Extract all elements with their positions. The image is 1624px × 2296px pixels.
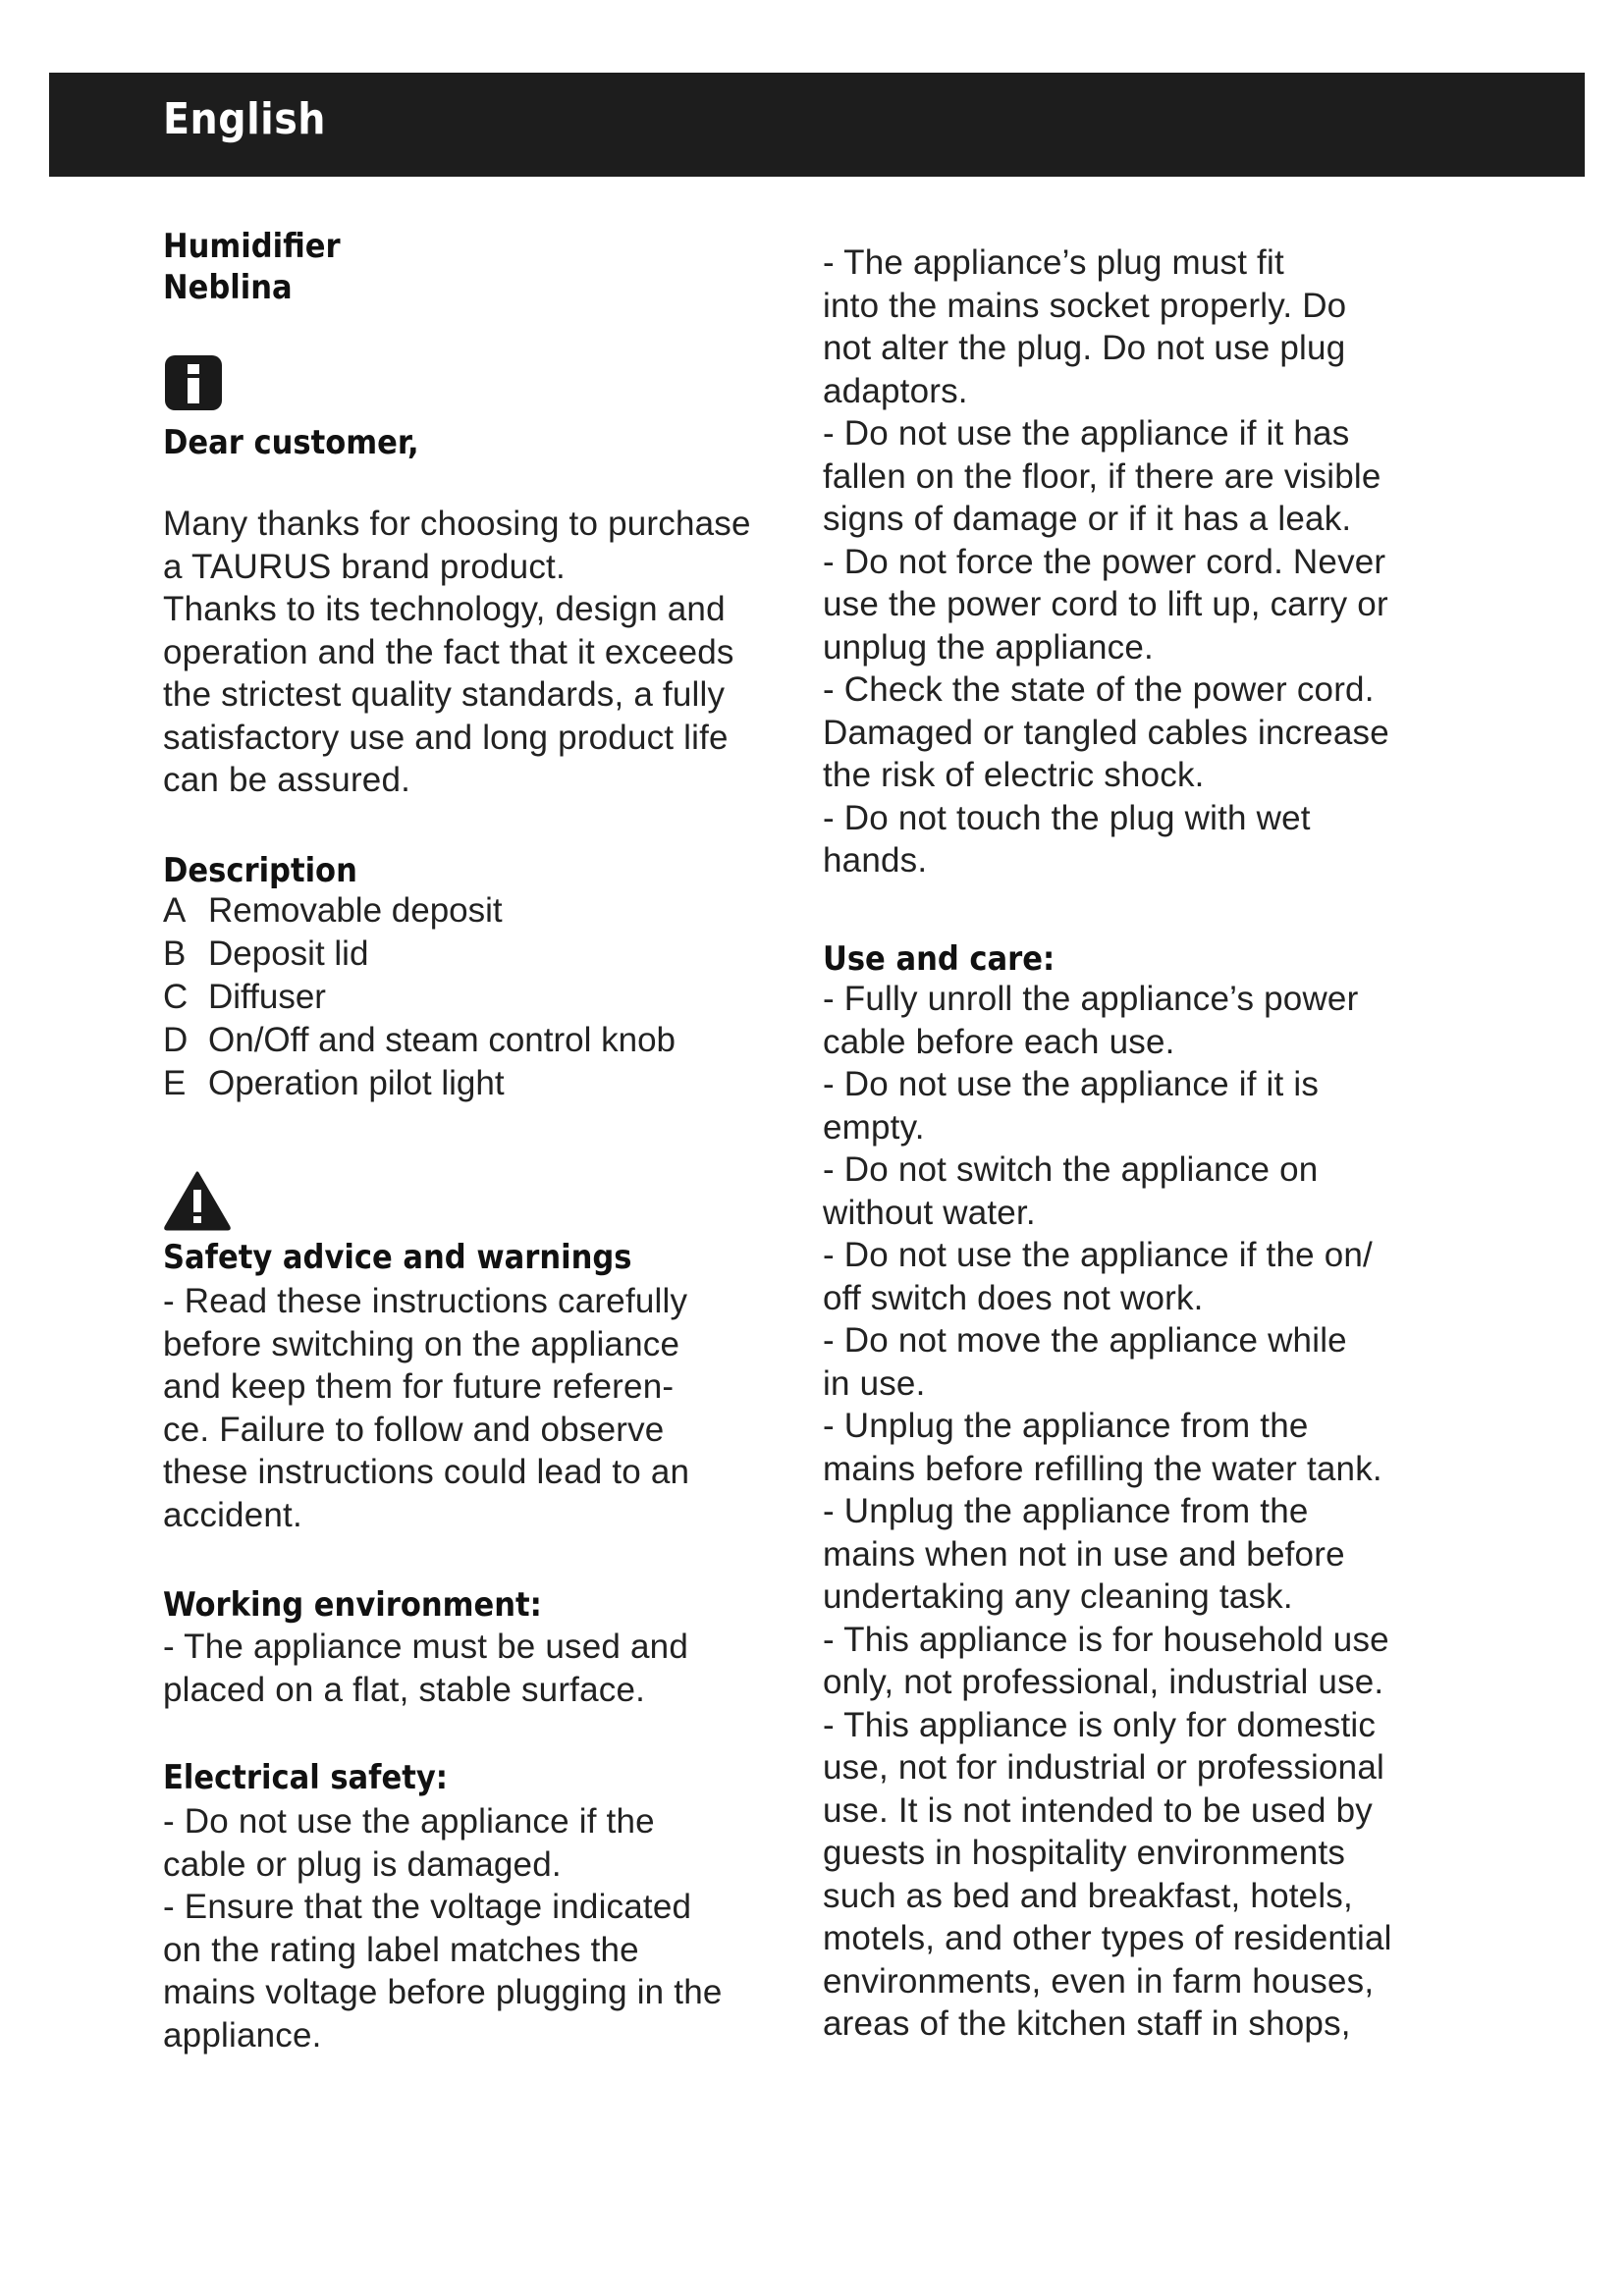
intro-line: operation and the fact that it exceeds (163, 632, 734, 671)
safety-line: accident. (163, 1495, 302, 1534)
electrical-line: the risk of electric shock. (823, 756, 1205, 794)
use-line: in use. (823, 1363, 926, 1403)
safety-line: these instructions could lead to an (163, 1453, 690, 1491)
greeting: Dear customer, (163, 423, 419, 462)
electrical-line: - Do not touch the plug with wet (823, 798, 1311, 837)
description-item: C Diffuser (163, 978, 326, 1016)
working-paragraph (163, 1626, 688, 1711)
electrical-line: on the rating label matches the (163, 1930, 639, 1969)
intro-paragraph (163, 503, 751, 802)
use-line: off switch does not work. (823, 1278, 1204, 1317)
electrical-line: into the mains socket properly. Do (823, 286, 1347, 325)
use-line: environments, even in farm houses, (823, 1961, 1375, 2001)
electrical-line: - Check the state of the power cord. (823, 670, 1375, 709)
description-list (163, 889, 676, 1105)
safety-line: ce. Failure to follow and observe (163, 1410, 665, 1449)
working-line: placed on a flat, stable surface. (163, 1670, 646, 1709)
use-line: - This appliance is for household use (823, 1620, 1389, 1659)
working-line: - The appliance must be used and (163, 1628, 688, 1666)
intro-line: satisfactory use and long product life (163, 718, 729, 757)
intro-line: a TAURUS brand product. (163, 547, 566, 586)
use-line: cable before each use. (823, 1022, 1175, 1061)
product-name: Humidifier (163, 227, 341, 266)
electrical-line: fallen on the floor, if there are visible (823, 456, 1381, 496)
use-line: - Unplug the appliance from the (823, 1492, 1309, 1530)
intro-line: can be assured. (163, 761, 411, 799)
electrical-line: appliance. (163, 2015, 322, 2055)
use-line: - Do not use the appliance if the on/ (823, 1236, 1373, 1274)
safety-paragraph (163, 1280, 689, 1536)
use-line: empty. (823, 1107, 925, 1147)
use-line: - This appliance is only for domestic (823, 1705, 1377, 1744)
safety-heading: Safety advice and warnings (163, 1238, 632, 1277)
use-line: - Do not switch the appliance on (823, 1150, 1319, 1189)
electrical-line: Damaged or tangled cables increase (823, 713, 1389, 752)
description-item: D On/Off and steam control knob (163, 1021, 677, 1059)
electrical-heading: Electrical safety: (163, 1758, 449, 1797)
use-line: mains when not in use and before (823, 1534, 1345, 1574)
use-line: undertaking any cleaning task. (823, 1577, 1293, 1616)
electrical-line: - Ensure that the voltage indicated (163, 1888, 692, 1926)
use-line: areas of the kitchen staff in shops, (823, 2004, 1351, 2043)
safety-line: and keep them for future referen- (163, 1367, 675, 1406)
use-line: use. It is not intended to be used by (823, 1790, 1373, 1830)
use-care-heading: Use and care: (823, 939, 1056, 979)
intro-line: Many thanks for choosing to purchase (163, 505, 751, 543)
description-item: A Removable deposit (163, 891, 503, 930)
description-item: E Operation pilot light (163, 1064, 505, 1102)
electrical-line: - Do not use the appliance if it has (823, 414, 1350, 453)
electrical-line: mains voltage before plugging in the (163, 1973, 723, 2011)
model-name: Neblina (163, 268, 293, 307)
electrical-line: not alter the plug. Do not use plug (823, 329, 1346, 367)
use-line: - Do not use the appliance if it is (823, 1065, 1320, 1103)
use-line: - Unplug the appliance from the (823, 1407, 1309, 1445)
electrical-line: - Do not force the power cord. Never (823, 542, 1386, 581)
electrical-line: hands. (823, 841, 928, 880)
language-header-bar (49, 73, 1585, 177)
use-line: motels, and other types of residential (823, 1919, 1392, 1957)
safety-line: - Read these instructions carefully (163, 1282, 688, 1320)
warning-icon (163, 1170, 232, 1236)
working-heading: Working environment: (163, 1585, 542, 1625)
use-line: - Fully unroll the appliance’s power (823, 980, 1359, 1018)
intro-line: Thanks to its technology, design and (163, 590, 726, 628)
use-line: without water. (823, 1193, 1036, 1232)
electrical-line: cable or plug is damaged. (163, 1844, 562, 1884)
electrical-line: adaptors. (823, 371, 968, 410)
use-line: - Do not move the appliance while (823, 1321, 1347, 1360)
intro-line: the strictest quality standards, a fully (163, 675, 726, 714)
electrical-line: - The appliance’s plug must fit (823, 243, 1284, 282)
electrical-continued-paragraph (823, 241, 1389, 882)
info-icon (163, 353, 226, 419)
electrical-line: signs of damage or if it has a leak. (823, 500, 1352, 538)
description-heading: Description (163, 851, 357, 890)
electrical-line: unplug the appliance. (823, 627, 1154, 667)
description-item: B Deposit lid (163, 934, 369, 973)
use-care-paragraph (823, 978, 1392, 2046)
language-title: English (163, 94, 326, 144)
safety-line: before switching on the appliance (163, 1324, 680, 1363)
electrical-line: - Do not use the appliance if the (163, 1802, 655, 1841)
electrical-line: use the power cord to lift up, carry or (823, 585, 1388, 623)
use-line: mains before refilling the water tank. (823, 1449, 1382, 1488)
use-line: such as bed and breakfast, hotels, (823, 1876, 1353, 1915)
use-line: guests in hospitality environments (823, 1834, 1346, 1872)
use-line: use, not for industrial or professional (823, 1748, 1384, 1787)
electrical-paragraph (163, 1800, 723, 2056)
use-line: only, not professional, industrial use. (823, 1663, 1384, 1701)
